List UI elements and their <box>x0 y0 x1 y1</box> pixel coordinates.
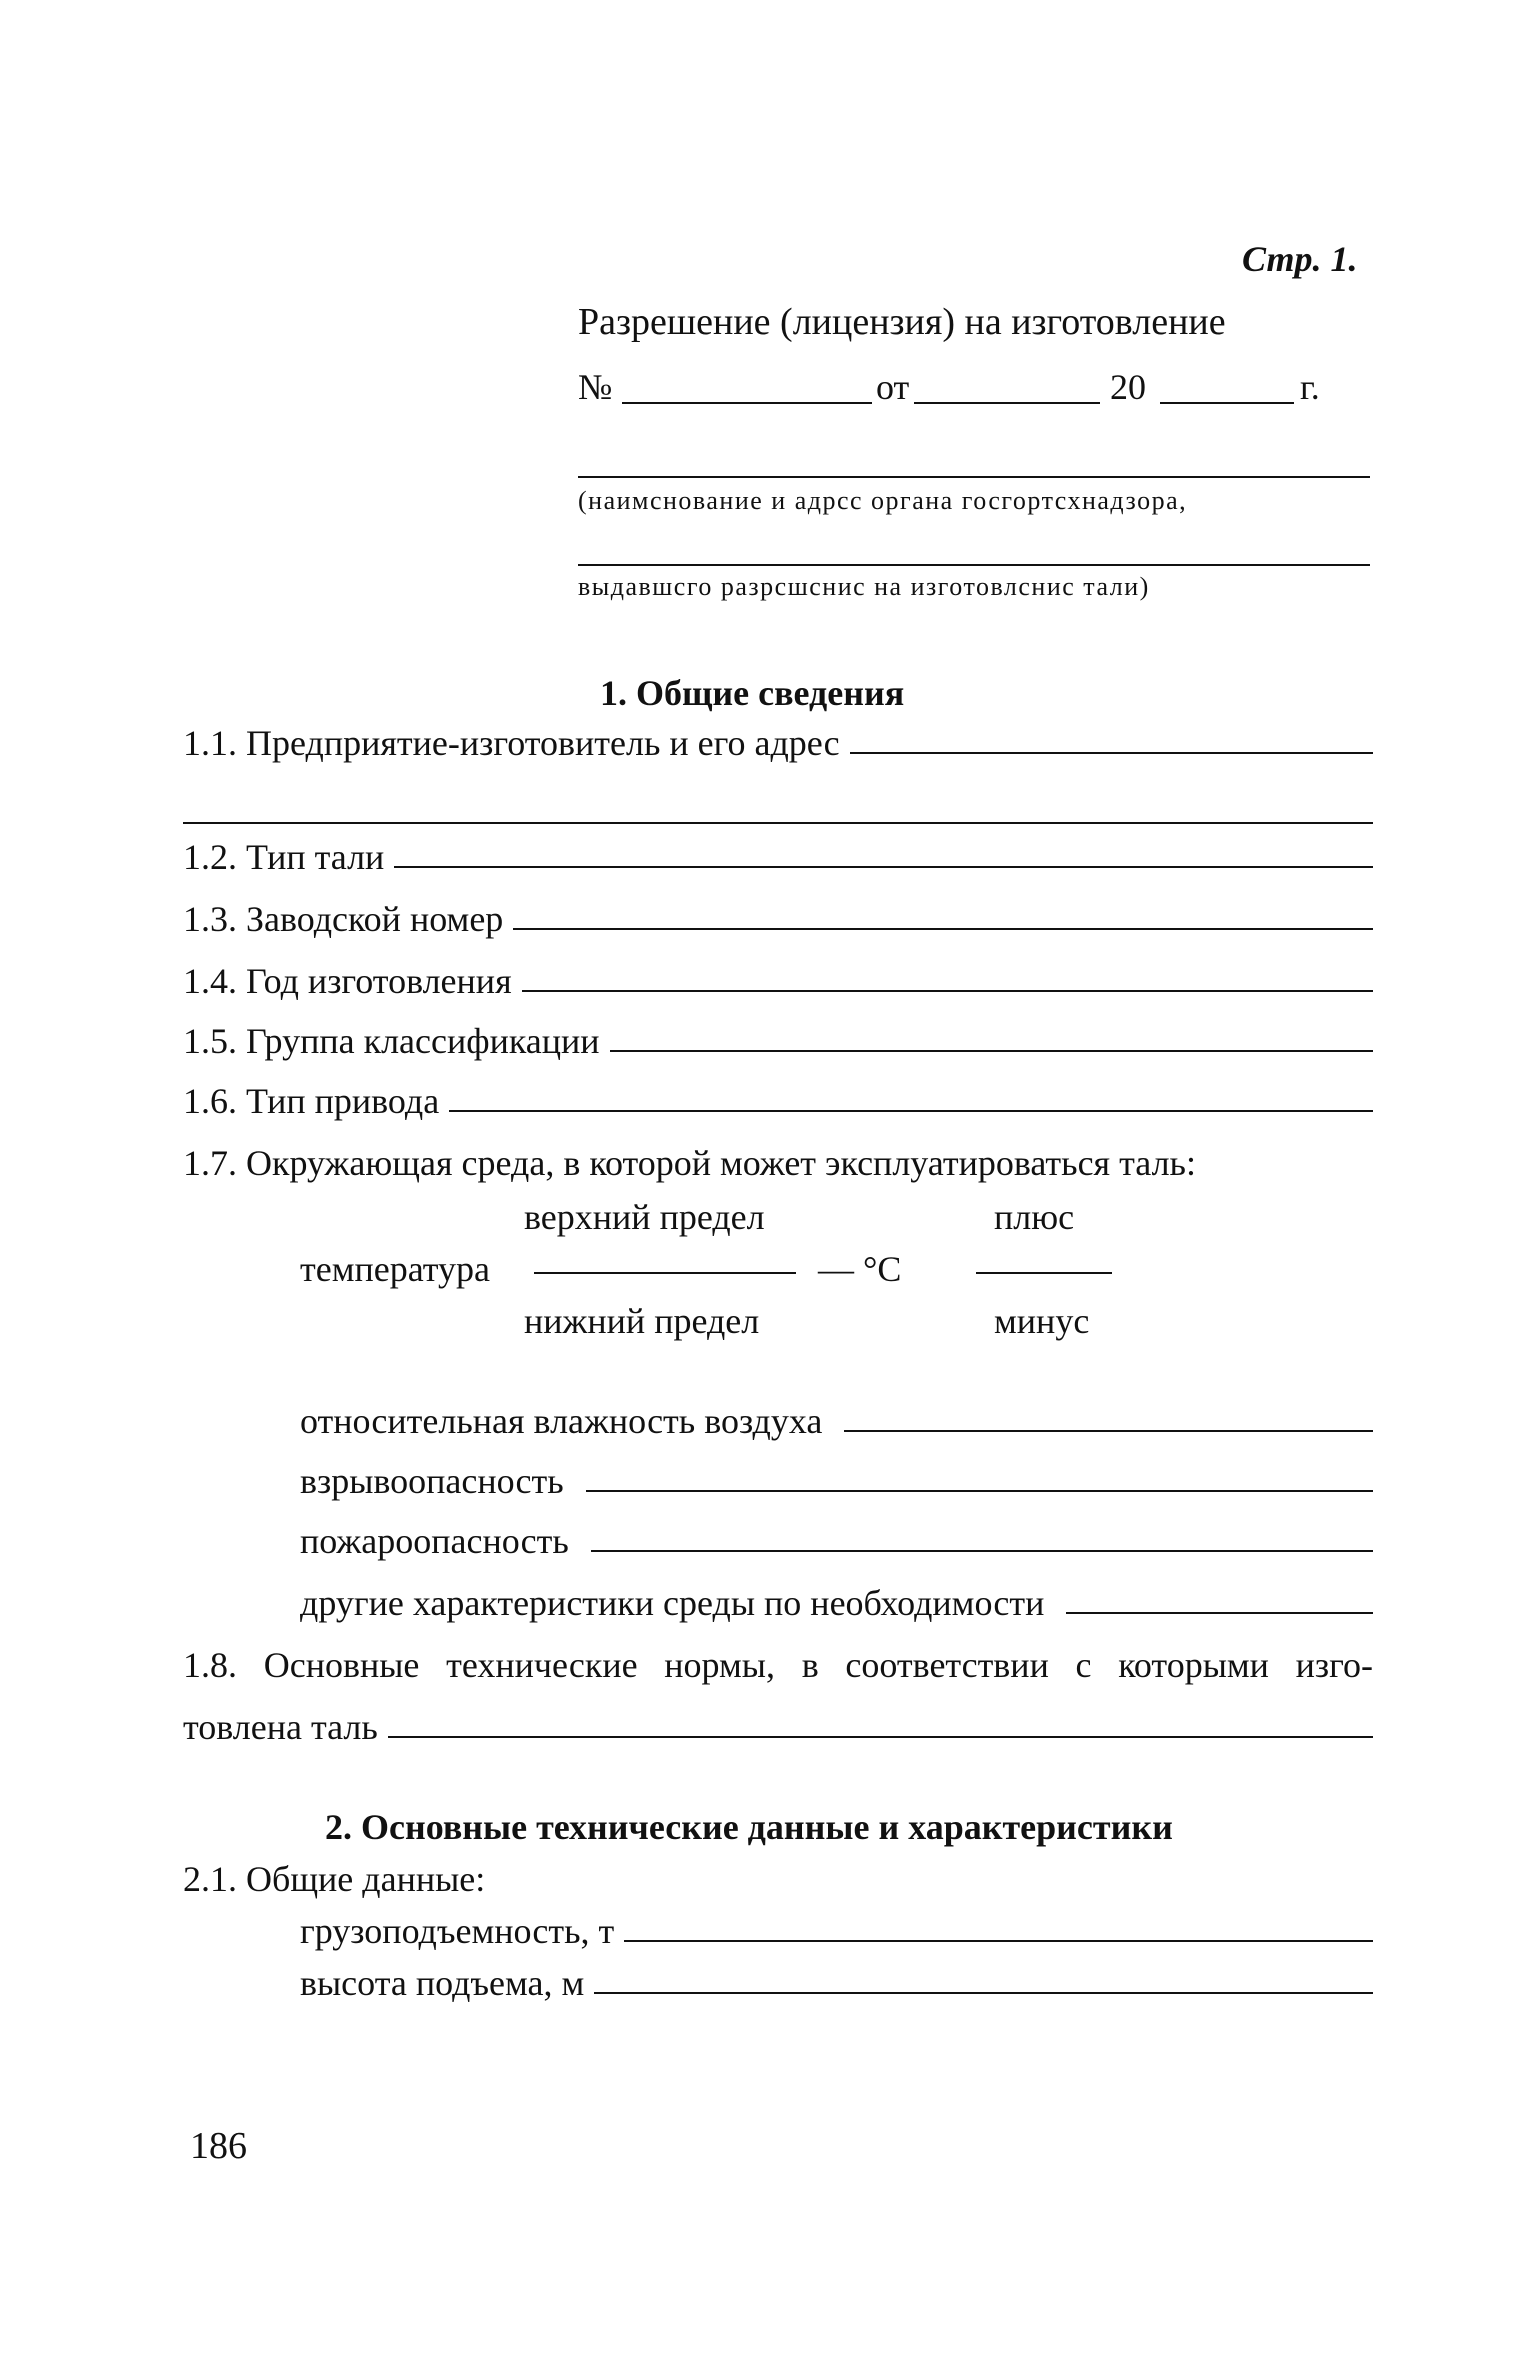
item-1-8-field[interactable] <box>388 1736 1373 1738</box>
permit-from-label: от <box>876 367 910 407</box>
temp-plus-label: плюс <box>994 1197 1075 1237</box>
item-1-5-field[interactable] <box>610 1050 1373 1052</box>
item-1-5 <box>183 1020 1373 1062</box>
env-fire-label: пожароопасность <box>300 1521 569 1561</box>
item-1-8-line2: товлена таль <box>183 1707 378 1747</box>
item-1-1-label: 1.1. Предприятие-изготовитель и его адрес <box>183 723 840 763</box>
item-1-4 <box>183 960 1373 1002</box>
env-fire <box>300 1520 1373 1562</box>
authority-address-field[interactable] <box>578 564 1370 566</box>
capacity-label: грузоподъемность, т <box>300 1911 615 1951</box>
item-1-6-label: 1.6. Тип привода <box>183 1081 440 1121</box>
env-explosion <box>300 1460 1373 1502</box>
env-humidity-label: относительная влажность воздуха <box>300 1401 823 1441</box>
item-1-4-field[interactable] <box>522 990 1373 992</box>
section-1-heading: 1. Общие сведения <box>600 673 905 713</box>
item-1-2-label: 1.2. Тип тали <box>183 837 385 877</box>
item-2-1-label: 2.1. Общие данные: <box>183 1859 486 1899</box>
item-1-5-label: 1.5. Группа классификации <box>183 1021 600 1061</box>
item-1-7-label: 1.7. Окружающая среда, в которой может эксплуатироваться таль: <box>183 1143 1196 1183</box>
env-humidity <box>300 1400 1373 1442</box>
env-explosion-label: взрывоопасность <box>300 1461 564 1501</box>
item-1-2-field[interactable] <box>394 866 1373 868</box>
item-1-8 <box>183 1706 1373 1748</box>
temp-upper-label: верхний предел <box>524 1197 765 1237</box>
page-number: 186 <box>190 2125 247 2167</box>
temp-lower-label: нижний предел <box>524 1301 760 1341</box>
lift-height-field[interactable] <box>594 1992 1373 1994</box>
authority-caption-2: выдавшсго разрсшснис на изготовлснис тали) <box>578 572 1150 601</box>
page-label: Стр. 1. <box>1242 239 1358 279</box>
env-other-field[interactable] <box>1066 1612 1373 1614</box>
permit-no-label: № <box>578 367 613 407</box>
item-1-1-extra-field[interactable] <box>183 822 1373 824</box>
env-explosion-field[interactable] <box>586 1490 1373 1492</box>
item-1-8-line1: 1.8. Основные технические нормы, в соответствии с которыми изго- <box>183 1645 1373 1685</box>
item-1-6 <box>183 1080 1373 1122</box>
env-humidity-field[interactable] <box>844 1430 1373 1432</box>
env-other-label: другие характеристики среды по необходимости <box>300 1583 1045 1623</box>
permit-year-prefix: 20 <box>1110 367 1146 407</box>
authority-caption-1: (наимснование и адрсс органа госгортсхнадзора, <box>578 486 1188 515</box>
temp-range-field[interactable] <box>534 1272 796 1274</box>
section-2-heading: 2. Основные технические данные и характеристики <box>325 1807 1173 1847</box>
item-1-6-field[interactable] <box>449 1110 1373 1112</box>
item-1-1-field[interactable] <box>850 752 1373 754</box>
lift-height <box>300 1962 1373 2004</box>
capacity <box>300 1910 1373 1952</box>
lift-height-label: высота подъема, м <box>300 1963 585 2003</box>
permit-number-field[interactable] <box>622 402 872 404</box>
item-1-3-label: 1.3. Заводской номер <box>183 899 504 939</box>
permit-date-field[interactable] <box>914 402 1100 404</box>
item-1-3 <box>183 898 1373 940</box>
permit-year-field[interactable] <box>1160 402 1294 404</box>
item-1-4-label: 1.4. Год изготовления <box>183 961 512 1001</box>
temp-sign-field[interactable] <box>976 1272 1112 1274</box>
item-1-2 <box>183 836 1373 878</box>
authority-name-field[interactable] <box>578 476 1370 478</box>
capacity-field[interactable] <box>624 1940 1373 1942</box>
permit-title: Разрешение (лицензия) на изготовление <box>578 301 1226 343</box>
env-fire-field[interactable] <box>591 1550 1373 1552</box>
permit-year-suffix: г. <box>1300 367 1320 407</box>
temp-label: температура <box>300 1249 491 1289</box>
temp-unit: — °С <box>818 1249 902 1289</box>
item-1-1 <box>183 722 1373 764</box>
item-1-3-field[interactable] <box>513 928 1373 930</box>
temp-minus-label: минус <box>994 1301 1090 1341</box>
env-other <box>300 1582 1373 1624</box>
